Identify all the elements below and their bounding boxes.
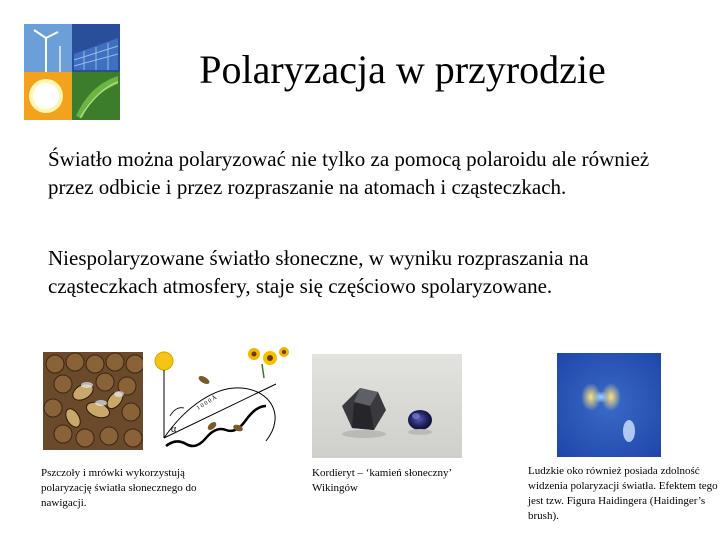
bees-photo (43, 352, 143, 450)
slide-title: Polaryzacja w przyrodzie (199, 47, 606, 92)
angle-label: α (171, 424, 177, 435)
haidinger-brush-image (557, 353, 661, 457)
logo (24, 24, 120, 120)
bees-caption: Pszczoły i mrówki wykorzystują polaryzację światła słonecznego do nawigacji. (41, 467, 197, 509)
paragraph-reflection: Światło można polaryzować nie tylko za pomocą polaroidu ale również przez odbicie i przez rozpraszanie na atomach i cząsteczkach. (48, 147, 650, 199)
paragraph-atmosphere: Niespolaryzowane światło słoneczne, w wyniku rozpraszania na cząsteczkach atmosfery, staje się częściowo spolaryzowane. (48, 246, 589, 298)
haidinger-caption: Ludzkie oko również posiada zdolność widzenia polaryzacji światła. Efektem tego jest tzw. Figura Haidingera (Haidinger’s brush). (528, 465, 718, 522)
cordierite-photo (312, 354, 462, 458)
arc-label: 1 0 0 0 Å (195, 394, 219, 412)
bee-navigation-diagram (146, 346, 292, 454)
cordierite-caption: Kordieryt – ‘kamień słoneczny’ Wikingów (312, 467, 452, 494)
